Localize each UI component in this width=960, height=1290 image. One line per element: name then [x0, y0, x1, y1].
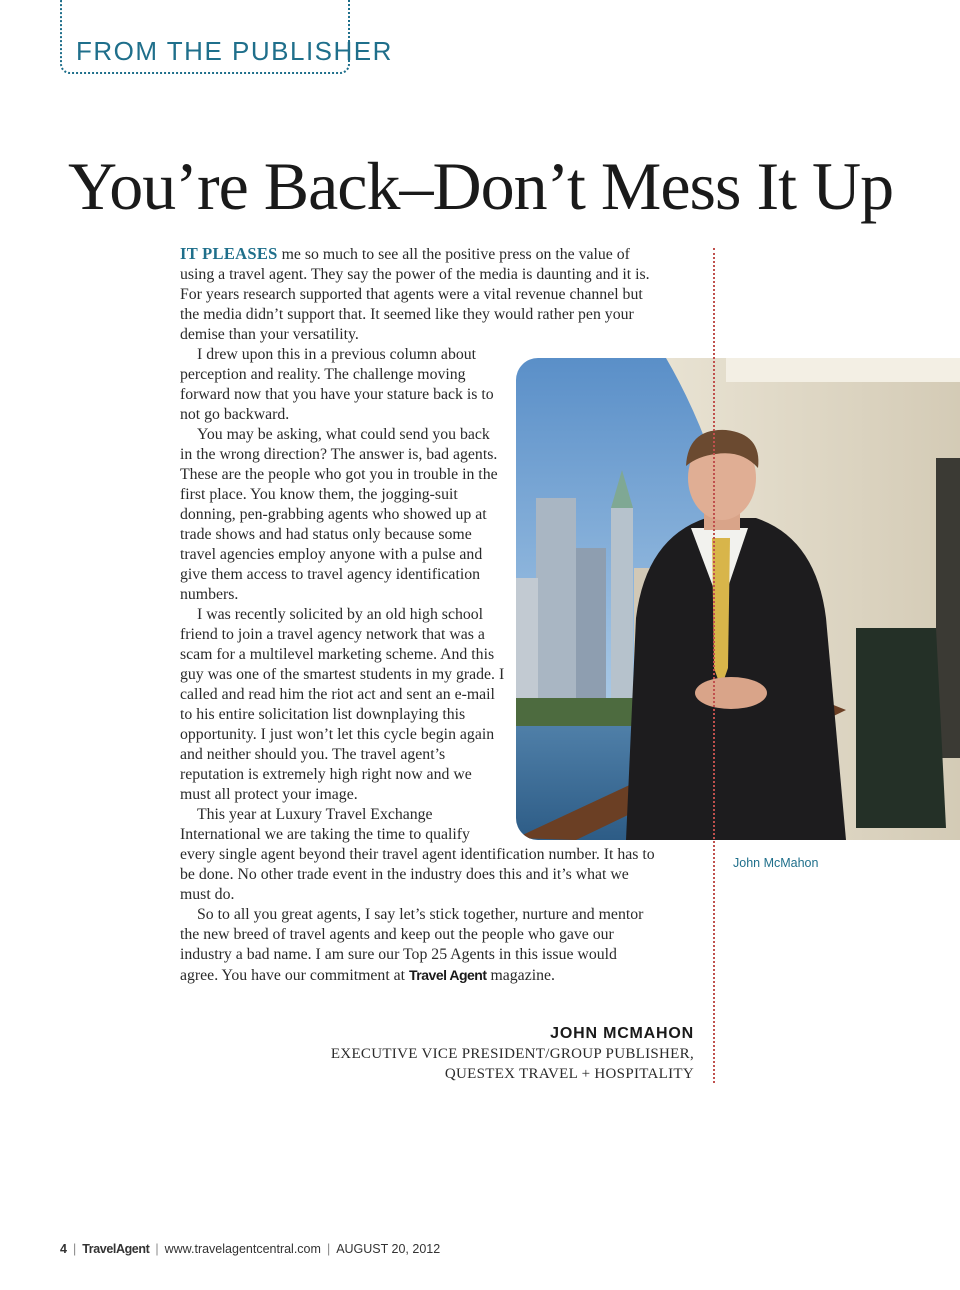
paragraph-6-end: magazine. — [486, 967, 555, 984]
article-paragraph-1 — [180, 244, 655, 345]
page-number: 4 — [60, 1242, 67, 1256]
footer-brand: TravelAgent — [82, 1242, 150, 1256]
column-divider — [713, 248, 715, 1083]
footer-separator: | — [72, 1242, 77, 1256]
article-paragraph-2: I drew upon this in a previous column about perception and reality. The challenge moving forward now that you have your stature back is to not go backward. — [180, 346, 494, 423]
page-footer — [60, 1242, 440, 1256]
photo-caption: John McMahon — [733, 856, 819, 870]
article-paragraph-4: I was recently solicited by an old high school friend to join a travel agency network that was a scam for a multilevel marketing scheme. And this guy was one of the smartest students in my grade. I called and read him the riot act and sent an e-mail to his entire solicitation list downplaying this opportunity. I just won’t let this cycle begin again and neither should you. The travel agent’s reputation is extremely high right now and we must all protect your image. — [180, 606, 505, 803]
headline: You’re Back–Don’t Mess It Up — [68, 148, 894, 224]
signoff — [331, 1024, 694, 1084]
publisher-photo — [516, 358, 960, 840]
inline-brand-name: Travel Agent — [409, 967, 487, 983]
section-label: FROM THE PUBLISHER — [76, 36, 393, 66]
footer-separator: | — [326, 1242, 331, 1256]
signoff-title-line-2: QUESTEX TRAVEL + HOSPITALITY — [444, 1066, 694, 1082]
paragraph-6-text: So to all you great agents, I say let’s stick together, nurture and mentor the new breed of travel agents and keep out the people who gave our industry a bad name. I am sure our Top 25 Agents in this issue would agree. You have our commitment at — [180, 906, 644, 984]
paragraph-1-text: me so much to see all the positive press on the value of using a travel agent. They say the power of the media is daunting and it is. For years research supported that agents were a vital revenue channel but the media didn’t support that. It seemed like they would rather pen your demise than your versatility. — [180, 246, 650, 343]
article-paragraph-6 — [180, 905, 655, 986]
lead-in: IT PLEASES — [180, 244, 278, 263]
signoff-title-line-1: EXECUTIVE VICE PRESIDENT/GROUP PUBLISHER, — [330, 1046, 694, 1062]
signoff-name: JOHN MCMAHON — [550, 1025, 694, 1042]
footer-date: AUGUST 20, 2012 — [336, 1242, 441, 1256]
article-paragraph-3: You may be asking, what could send you back in the wrong direction? The answer is, bad agents. These are the people who got you in trouble in the first place. You know them, the jogging-suit donning, pen-grabbing agents who showed up at trade shows and had status only because some travel agencies employ anyone with a pulse and give them access to travel agency identification numbers. — [180, 426, 498, 603]
footer-url[interactable]: www.travelagentcentral.com — [164, 1242, 321, 1256]
footer-separator: | — [155, 1242, 159, 1256]
article-paragraph-5: This year at Luxury Travel Exchange International we are taking the time to qualify every single agent beyond their travel agent identification number. It has to be done. No other trade event in the industry does this and it’s what we must do. — [180, 806, 655, 903]
